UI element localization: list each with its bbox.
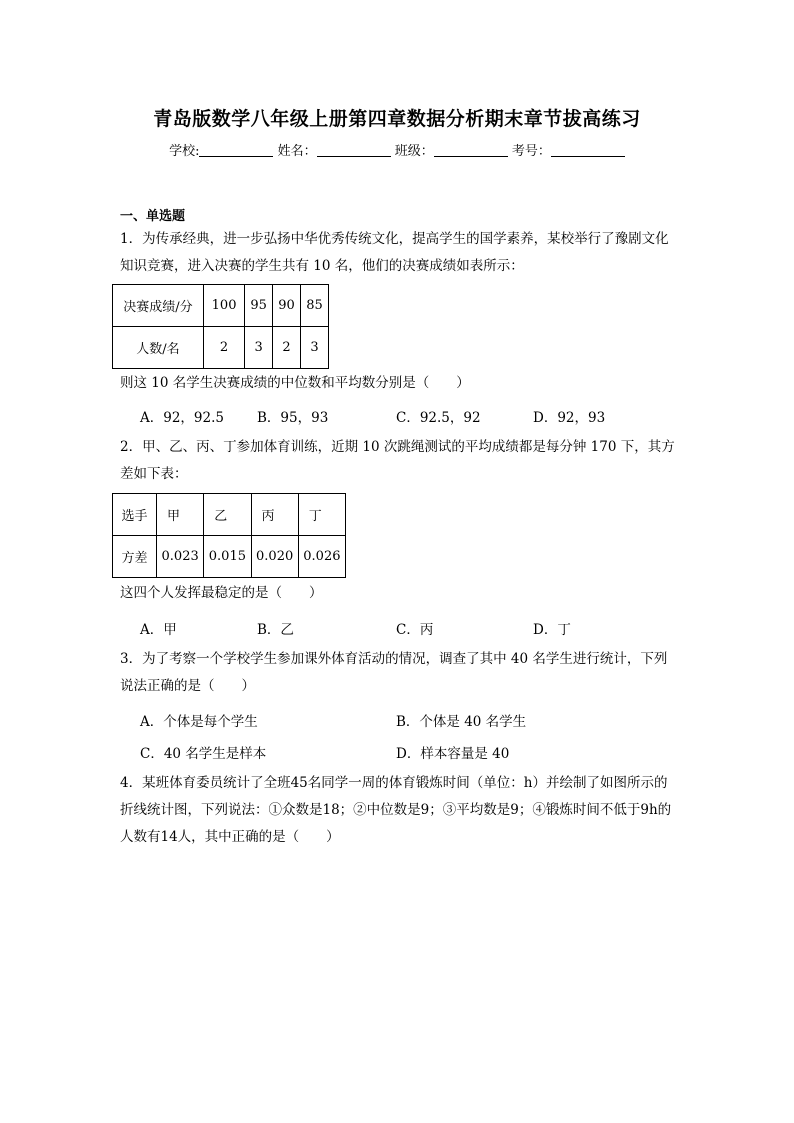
q1-option-c: C．92.5，92: [396, 410, 481, 426]
class-blank: [434, 143, 508, 157]
table-cell: 方差: [113, 536, 157, 578]
q1-option-a: A．92，92.5: [140, 410, 224, 426]
table-cell: 0.020: [251, 536, 298, 578]
section-title: 一、单选题: [120, 209, 186, 224]
q2-option-b: B．乙: [257, 622, 294, 638]
exam-no-blank: [551, 143, 625, 157]
table-cell: 人数/名: [113, 327, 204, 369]
table-cell: 2: [204, 327, 245, 369]
table-cell: 95: [245, 285, 273, 327]
table-cell: 90: [273, 285, 301, 327]
class-label: 班级：: [394, 144, 434, 159]
exam-no-label: 考号：: [511, 144, 551, 159]
q2-option-c: C．丙: [396, 622, 434, 638]
table-cell: 3: [301, 327, 329, 369]
q2-option-d: D．丁: [533, 622, 571, 638]
q3-option-c: C．40 名学生是样本: [140, 746, 267, 762]
table-row: [113, 285, 329, 327]
q1-stem: 1．为传承经典，进一步弘扬中华优秀传统文化，提高学生的国学素养，某校举行了豫剧文化知识竞赛，进入决赛的学生共有 10 名，他们的决赛成绩如表所示：: [120, 231, 669, 274]
table-cell: 选手: [113, 494, 157, 536]
name-label: 姓名：: [277, 144, 317, 159]
school-label: 学校:: [169, 144, 200, 159]
table-cell: 0.026: [298, 536, 345, 578]
table-cell: 100: [204, 285, 245, 327]
q2-option-a: A．甲: [140, 622, 177, 638]
table-row: [113, 327, 329, 369]
table-row: [113, 536, 346, 578]
q1-score-table: [112, 284, 329, 369]
q3-option-a: A．个体是每个学生: [140, 714, 258, 730]
table-cell: 决赛成绩/分: [113, 285, 204, 327]
table-cell: 3: [245, 327, 273, 369]
table-cell: 0.015: [204, 536, 251, 578]
q1-option-b: B．95，93: [257, 410, 329, 426]
q3-option-d: D．样本容量是 40: [396, 746, 510, 762]
table-row: [113, 494, 346, 536]
document-title: 青岛版数学八年级上册第四章数据分析期末章节拔高练习: [153, 108, 641, 130]
q2-stem: 2．甲、乙、丙、丁参加体育训练，近期 10 次跳绳测试的平均成绩都是每分钟 170 下，其方差如下表：: [120, 439, 675, 482]
table-cell: 甲: [157, 494, 204, 536]
q1-question: 则这 10 名学生决赛成绩的中位数和平均数分别是（ ）: [120, 375, 470, 391]
q3-stem: 3．为了考察一个学校学生参加课外体育活动的情况，调查了其中 40 名学生进行统计，下列说法正确的是（ ）: [120, 651, 668, 694]
table-cell: 乙: [204, 494, 251, 536]
student-info-line: [0, 140, 794, 159]
q3-option-b: B．个体是 40 名学生: [396, 714, 527, 730]
table-cell: 丙: [251, 494, 298, 536]
q1-option-d: D．92，93: [533, 410, 606, 426]
table-cell: 丁: [298, 494, 345, 536]
name-blank: [317, 143, 391, 157]
q2-question: 这四个人发挥最稳定的是（ ）: [120, 585, 323, 601]
table-cell: 0.023: [157, 536, 204, 578]
school-blank: [199, 143, 273, 157]
q2-variance-table: [112, 493, 346, 578]
table-cell: 85: [301, 285, 329, 327]
q4-stem: 4．某班体育委员统计了全班45名同学一周的体育锻炼时间（单位：h）并绘制了如图所示的折线统计图，下列说法：①众数是18；②中位数是9；③平均数是9；④锻炼时间不低于9h的人数有14人，其中正确的是（ ）: [120, 775, 672, 845]
table-cell: 2: [273, 327, 301, 369]
